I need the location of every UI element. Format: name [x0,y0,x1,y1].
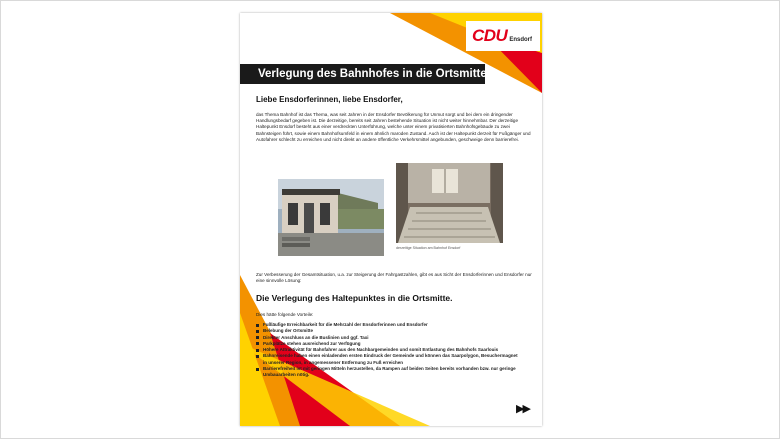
title-banner: Verlegung des Bahnhofes in die Ortsmitte [240,64,485,84]
cdu-logo [466,21,540,51]
logo-party: CDU [472,26,508,45]
photo-caption: derzeitige Situation am Bahnhof Ensdorf [396,246,461,250]
advantages-list [256,322,518,379]
flyer-page [240,13,542,426]
solution-headline: Die Verlegung des Haltepunktes in die Ortsmitte. [256,293,453,303]
logo-town: Ensdorf [509,36,533,43]
list-item: Belebung der Ortsmitte [256,328,518,334]
double-chevron-right-icon: ▶▶ [516,403,529,415]
greeting: Liebe Ensdorferinnen, liebe Ensdorfer, [256,95,403,104]
solution-paragraph: Zur Verbesserung der Gesamtsituation, u.a. zur Steigerung der Fahrgastzahlen, gibt es aus Sicht der Ensdorferinnen und Ensdorfer nur eine sinnvolle Lösung: [256,272,532,284]
list-item: Fußläufige Erreichbarkeit für die Mehrzahl der Ensdorferinnen und Ensdorfer [256,322,518,328]
advantages-intro: Dies hätte folgende Vorteile: [256,312,314,317]
list-item: Direkter Anschluss an die Buslinien und ggf. Taxi [256,335,518,341]
intro-paragraph: das Thema Bahnhof ist das Thema, was seit Jahren in der Ensdorfer Bevölkerung für Unmut sorgt und bei dem ein dringender Handlungsbedarf gegeben ist. Die derzeitige, bereits seit Jahren bestehende Situation ist nicht weiter hinnehmbar. Der derzeitige Haltepunkt Ensdorf besteht aus einer verdreckten Unterführung, welche unter einem privatisierten Bahnhofsgebäude zu zwei Bahnsteigen führt, sowie einem Bahnhofsumfeld in einem ähnlich maroden Zustand. Auch ist der Haltepunkt derzeit für Fußgänger und Autofahrer schlecht zu erreichen und nicht direkt an andere öffentliche Verkehrsmittel angebunden, geschweige denn barrierefrei. [256,112,531,142]
station-building-photo [278,179,384,256]
list-item: Barrierefreiheit ist mit geringen Mitteln herzustellen, da Rampen auf beiden Seiten bereits vorhanden bzw. nur geringe Umbauarbeiten nötig. [256,366,518,379]
underpass-photo [396,163,503,243]
list-item: Höhere Attraktivität für Bahnfahrer aus den Nachbargemeinden und somit Entlastung des Bahnhofs Saarlouis [256,347,518,353]
list-item: Parkplätze stehen ausreichend zur Verfügung [256,341,518,347]
list-item: Bahnreisende haben einen einladenden ersten Eindruck der Gemeinde und können das Saarpolygon, Besuchermagnet in unserer Region, in angemessener Entfernung zu Fuß erreichen [256,353,518,366]
